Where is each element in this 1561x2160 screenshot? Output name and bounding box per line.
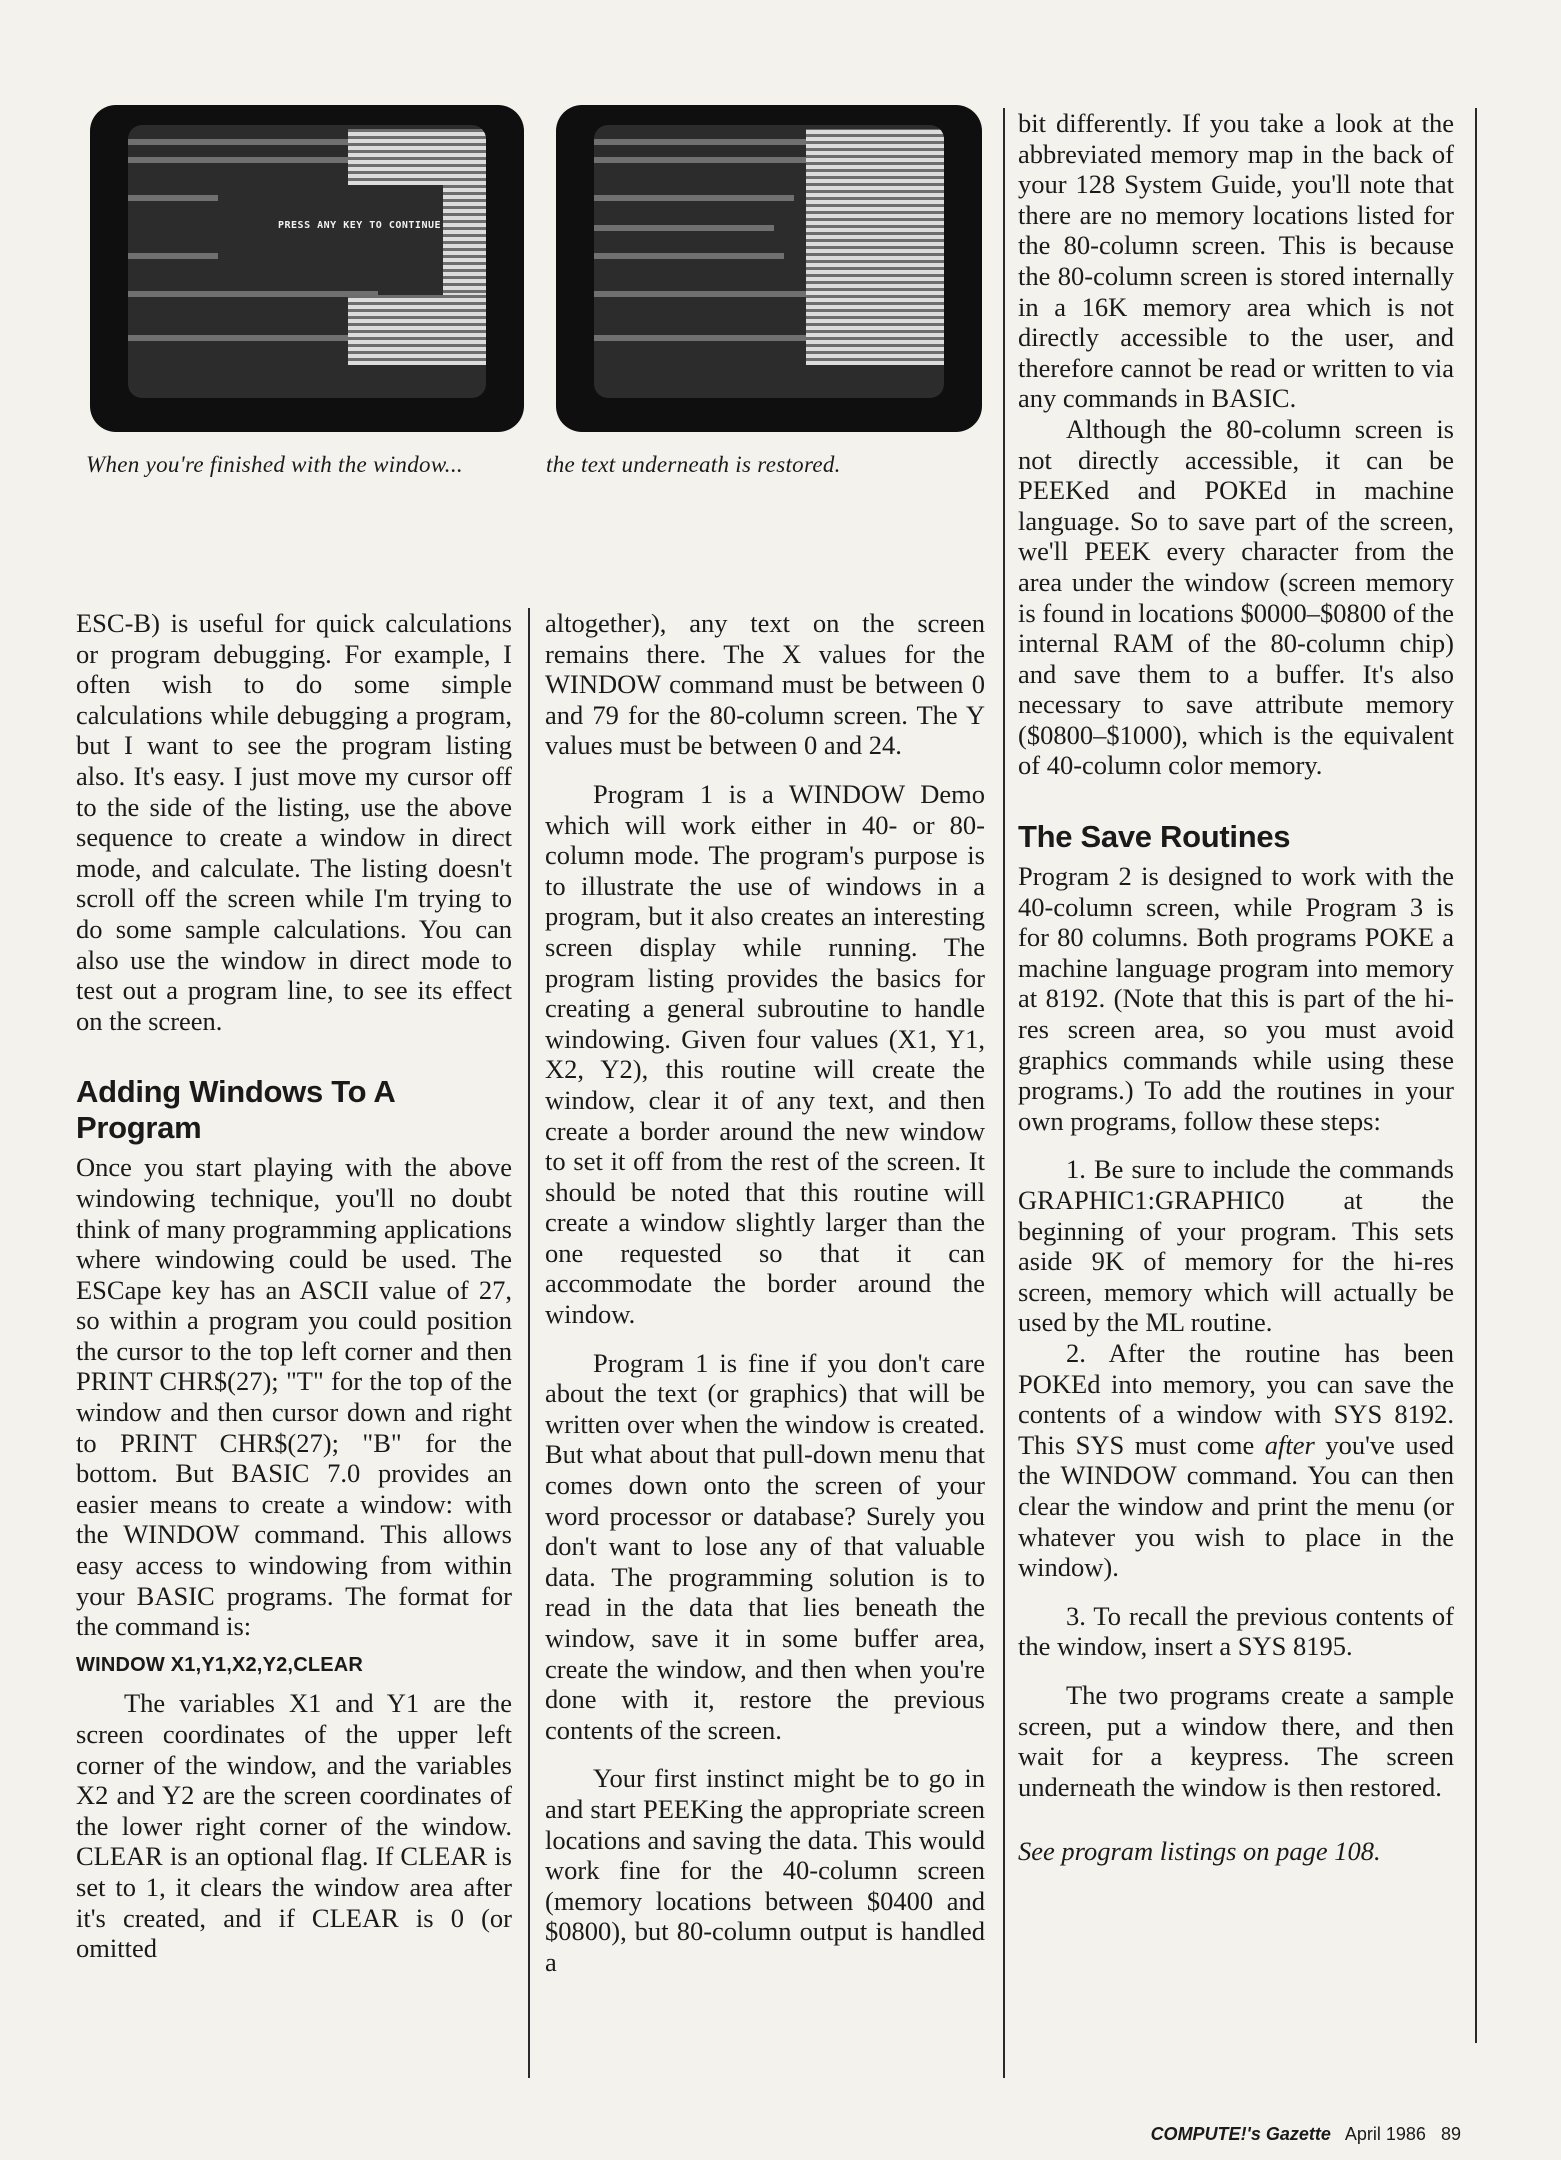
paragraph: bit differently. If you take a look at the abbreviated memory map in the back of your 128 System Guide, you'll note that there are no memory locations listed for the 80-column screen. This is because the 80-column screen is stored internally in a 16K memory area which is not directly accessible to the user, and therefore cannot be read or written to via any commands in BASIC. <box>1018 108 1454 414</box>
text-column-1 <box>76 608 512 1964</box>
paragraph: Program 1 is fine if you don't care about the text (or graphics) that will be written over when the window is created. But what about that pull-down menu that comes down onto the screen of your word processor or database? Surely you don't want to lose any of that valuable data. The programming solution is to read in the data that lies beneath the window, save it in some buffer area, create the window, and then when you're done with it, restore the previous contents of the screen. <box>545 1347 985 1745</box>
see-also-note: See program listings on page 108. <box>1018 1836 1381 1867</box>
column-divider <box>528 608 530 2078</box>
screen-message: PRESS ANY KEY TO CONTINUE <box>278 220 442 231</box>
publication-name: COMPUTE!'s Gazette <box>1150 2124 1331 2144</box>
text-column-3 <box>1018 108 1454 1867</box>
page-number: 89 <box>1440 2124 1461 2144</box>
paragraph: altogether), any text on the screen remains there. The X values for the WINDOW command must be between 0 and 79 for the 80-column screen. The Y values must be between 0 and 24. <box>545 608 985 761</box>
column-divider <box>1475 108 1477 2043</box>
screen-photo-restored <box>556 105 982 432</box>
figure-caption: the text underneath is restored. <box>546 452 841 477</box>
paragraph: The variables X1 and Y1 are the screen coordinates of the upper left corner of the window, and the variables X2 and Y2 are the screen coordinates of the lower right corner of the window. CLEAR is an optional flag. If CLEAR is set to 1, it clears the window area after it's created, and if CLEAR is 0 (or omitted <box>76 1688 512 1964</box>
screen-photo-window <box>90 105 524 432</box>
figure-caption: When you're finished with the window... <box>86 452 463 477</box>
paragraph: Program 1 is a WINDOW Demo which will work either in 40- or 80-column mode. The program's purpose is to illustrate the use of windows in a program, but it also creates an interesting screen display while running. The program listing provides the basics for creating a general subroutine to handle windowing. Given four values (X1, Y1, X2, Y2), this routine will create the window, clear it of any text, and then create a border around the new window to set it off from the rest of the screen. It should be noted that this routine will create a window slightly larger than the one requested so that it can accommodate the border around the window. <box>545 778 985 1330</box>
monitor-screen <box>594 125 944 398</box>
paragraph: Once you start playing with the above windowing technique, you'll no doubt think of many programming applications where windowing could be used. The ESCape key has an ASCII value of 27, so within a program you could position the cursor to the top left corner and then PRINT CHR$(27); "T" for the top of the window and then cursor down and right to PRINT CHR$(27); "B" for the bottom. But BASIC 7.0 provides an easier means to create a window: with the WINDOW command. This allows easy access to windowing from within your BASIC programs. The format for the command is: <box>76 1152 512 1642</box>
command-syntax: WINDOW X1,Y1,X2,Y2,CLEAR <box>76 1653 364 1676</box>
section-heading: Adding Windows To A Program <box>76 1074 395 1146</box>
monitor-screen <box>128 125 486 398</box>
numbered-step: 3. To recall the previous contents of the window, insert a SYS 8195. <box>1018 1600 1454 1662</box>
paragraph: ESC-B) is useful for quick calculations or program debugging. For example, I often wish to do some simple calculations while debugging a program, but I want to see the program listing also. It's easy. I just move my cursor off to the side of the listing, use the above sequence to create a window in direct mode, and calculate. The listing doesn't scroll off the screen while I'm trying to do some sample calculations. You can also use the window in direct mode to test out a program line, to see its effect on the screen. <box>76 608 512 1036</box>
section-heading: The Save Routines <box>1018 819 1291 855</box>
paragraph: Program 2 is designed to work with the 40-column screen, while Program 3 is for 80 columns. Both programs POKE a machine language program into memory at 8192. (Note that this is part of the hi-res screen area, so you must avoid graphics commands while using these programs.) To add the routines in your own programs, follow these steps: <box>1018 861 1454 1136</box>
paragraph: Although the 80-column screen is not directly accessible, it can be PEEKed and POKEd in machine language. So to save part of the screen, we'll PEEK every character from the area under the window (screen memory is found in locations $0000–$0800 of the internal RAM of the 80-column chip) and save them to a buffer. It's also necessary to save attribute memory ($0800–$1000), which is the equivalent of 40-column color memory. <box>1018 413 1454 781</box>
page-footer <box>1151 2124 1461 2145</box>
numbered-step: 1. Be sure to include the commands GRAPHIC1:GRAPHIC0 at the beginning of your program. This sets aside 9K of memory for the hi-res screen, memory which will actually be used by the ML routine. <box>1018 1154 1454 1338</box>
text-column-2 <box>545 608 985 1978</box>
issue-date: April 1986 <box>1344 2124 1426 2144</box>
numbered-step: 2. After the routine has been POKEd into memory, you can save the contents of a window with SYS 8192. This SYS must come after you've used the WINDOW command. You can then clear the window and print the menu (or whatever you wish to place in the window). <box>1018 1337 1454 1583</box>
column-divider <box>1003 108 1005 2078</box>
paragraph: The two programs create a sample screen, put a window there, and then wait for a keypress. The screen underneath the window is then restored. <box>1018 1679 1454 1802</box>
paragraph: Your first instinct might be to go in and start PEEKing the appropriate screen locations and saving the data. This would work fine for the 40-column screen (memory locations between $0400 and $0800), but 80-column output is handled a <box>545 1763 985 1977</box>
